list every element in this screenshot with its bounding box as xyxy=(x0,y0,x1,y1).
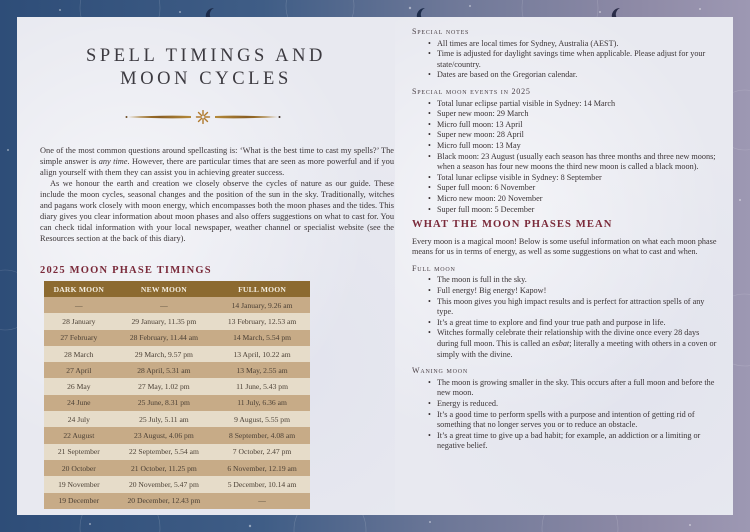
table-row xyxy=(44,395,310,411)
cell-dark-moon: 28 January xyxy=(44,313,114,329)
table-row xyxy=(44,444,310,460)
cell-new-moon: 21 October, 11.25 pm xyxy=(114,460,214,476)
list-item: • It’s a good time to perform spells with a purpose and intention of getting rid of something that no longer serves you or to reduce an obstacle. xyxy=(428,410,722,431)
cell-dark-moon: 24 July xyxy=(44,411,114,427)
cell-dark-moon: 27 February xyxy=(44,330,114,346)
list-item: • The moon is full in the sky. xyxy=(428,275,722,286)
table-row xyxy=(44,476,310,492)
cell-full-moon: 5 December, 10.14 am xyxy=(214,476,310,492)
cell-dark-moon: 24 June xyxy=(44,395,114,411)
table-row xyxy=(44,411,310,427)
list-item: • Micro full moon: 13 April xyxy=(428,120,722,131)
intro-p1-text-after: . However, there are particular times that are seen as more powerful and if you align yourself with them they can assist you in achieving greater success. xyxy=(40,157,395,178)
table-row xyxy=(44,460,310,476)
list-item xyxy=(428,328,722,360)
esbat-text-before: Witches formally celebrate their relationship with the divine once every 28 days during full moon. This is called an xyxy=(437,328,700,349)
list-item: • Super full moon: 5 December xyxy=(428,205,722,216)
table-row xyxy=(44,362,310,378)
cell-new-moon: 20 December, 12.43 pm xyxy=(114,493,214,509)
cell-full-moon: 13 May, 2.55 am xyxy=(214,362,310,378)
page-title xyxy=(17,45,395,91)
cell-dark-moon: 26 May xyxy=(44,378,114,394)
list-item: • This moon gives you high impact results and is perfect for attraction spells of any type. xyxy=(428,297,722,318)
list-item: • Micro full moon: 13 May xyxy=(428,141,722,152)
table-row xyxy=(44,330,310,346)
cell-full-moon: 11 June, 5.43 pm xyxy=(214,378,310,394)
cell-dark-moon: 19 December xyxy=(44,493,114,509)
cell-full-moon: 6 November, 12.19 am xyxy=(214,460,310,476)
list-item: • Time is adjusted for daylight savings time when applicable. Please adjust for your state/country. xyxy=(428,49,722,70)
special-events-heading: Special moon events in 2025 xyxy=(412,86,531,96)
list-item: • Black moon: 23 August (usually each season has three months and three new moons; when a season has four new moons the third new moon is called a black moon). xyxy=(428,152,722,173)
list-item: • All times are local times for Sydney, Australia (AEST). xyxy=(428,39,722,50)
cell-full-moon: 8 September, 4.08 am xyxy=(214,427,310,443)
cell-new-moon: 29 March, 9.57 pm xyxy=(114,346,214,362)
list-item: • Total lunar eclipse visible in Sydney: 8 September xyxy=(428,173,722,184)
cell-dark-moon: 27 April xyxy=(44,362,114,378)
cell-new-moon: 20 November, 5.47 pm xyxy=(114,476,214,492)
right-page xyxy=(395,17,733,515)
cell-full-moon: 14 March, 5.54 pm xyxy=(214,330,310,346)
table-row xyxy=(44,378,310,394)
table-row xyxy=(44,346,310,362)
special-notes-list xyxy=(412,39,722,81)
intro-text xyxy=(40,145,394,244)
cell-new-moon: 23 August, 4.06 pm xyxy=(114,427,214,443)
list-item: • Energy is reduced. xyxy=(428,399,722,410)
cell-full-moon: 13 April, 10.22 am xyxy=(214,346,310,362)
list-item: • Full energy! Big energy! Kapow! xyxy=(428,286,722,297)
intro-paragraph-1 xyxy=(40,145,394,178)
cell-full-moon: 14 January, 9.26 am xyxy=(214,297,310,313)
full-moon-heading: Full moon xyxy=(412,263,456,273)
moon-phases-heading: WHAT THE MOON PHASES MEAN xyxy=(412,219,613,231)
cell-full-moon: — xyxy=(214,493,310,509)
cell-new-moon: — xyxy=(114,297,214,313)
list-item: • Total lunar eclipse partial visible in Sydney: 14 March xyxy=(428,99,722,110)
list-item: • Super new moon: 28 April xyxy=(428,130,722,141)
cell-new-moon: 25 June, 8.31 pm xyxy=(114,395,214,411)
list-item: • It’s a great time to explore and find your true path and purpose in life. xyxy=(428,318,722,329)
list-item: • Micro new moon: 20 November xyxy=(428,194,722,205)
right-page-content xyxy=(412,27,722,452)
list-item: • It’s a great time to give up a bad habit; for example, an addiction or a limiting or negative belief. xyxy=(428,431,722,452)
cell-new-moon: 25 July, 5.11 am xyxy=(114,411,214,427)
special-events-list xyxy=(412,99,722,216)
cell-dark-moon: 20 October xyxy=(44,460,114,476)
cell-new-moon: 28 February, 11.44 am xyxy=(114,330,214,346)
column-header-dark-moon: DARK MOON xyxy=(44,281,114,297)
waning-moon-list xyxy=(412,378,722,452)
intro-paragraph-2: As we honour the earth and creation we closely observe the cycles of nature as our guide. These include the moon cycles, seasonal changes and the position of the sun in the sky. Traditionally, witches and pagans work closely with moon energy, which encompasses both the moon phases and the tides. This diary gives you clear information about moon phases and also offers suggestions on what to cast for. You can check tidal information with your local newspaper, weather channel or specialist website (see the Resources section at the back of this diary). xyxy=(40,179,394,244)
title-line-1: SPELL TIMINGS AND xyxy=(85,46,327,66)
cell-new-moon: 28 April, 5.31 am xyxy=(114,362,214,378)
moon-phases-intro: Every moon is a magical moon! Below is some useful information on what each moon phase means for us in terms of energy, as well as some suggestions on what to cast and when. xyxy=(412,236,717,257)
intro-p1-text: One of the most common questions around spellcasting is: ‘What is the best time to cast my spells?’ The simple answer is xyxy=(40,146,394,167)
table-title: 2025 MOON PHASE TIMINGS xyxy=(40,265,212,276)
cell-new-moon: 22 September, 5.54 am xyxy=(114,444,214,460)
cell-dark-moon: 28 March xyxy=(44,346,114,362)
full-moon-list xyxy=(412,275,722,360)
cell-full-moon: 13 February, 12.53 am xyxy=(214,313,310,329)
special-notes-heading: Special notes xyxy=(412,27,470,36)
cell-full-moon: 9 August, 5.55 pm xyxy=(214,411,310,427)
cell-full-moon: 7 October, 2.47 pm xyxy=(214,444,310,460)
table-row xyxy=(44,297,310,313)
column-header-new-moon: NEW MOON xyxy=(114,281,214,297)
list-item: • The moon is growing smaller in the sky. This occurs after a full moon and before the new moon. xyxy=(428,378,722,399)
cell-new-moon: 27 May, 1.02 pm xyxy=(114,378,214,394)
moon-phase-table xyxy=(44,281,310,509)
left-page xyxy=(17,17,395,515)
list-item: • Dates are based on the Gregorian calendar. xyxy=(428,70,722,81)
title-line-2: MOON CYCLES xyxy=(120,69,292,89)
table-row xyxy=(44,313,310,329)
cell-dark-moon: 21 September xyxy=(44,444,114,460)
table-row xyxy=(44,493,310,509)
intro-p1-emphasis: any time xyxy=(98,157,128,167)
cell-dark-moon: — xyxy=(44,297,114,313)
column-header-full-moon: FULL MOON xyxy=(214,281,310,297)
cell-new-moon: 29 January, 11.35 pm xyxy=(114,313,214,329)
esbat-text-after: ; literally a meeting with others in a coven or simply with the divine. xyxy=(437,339,717,359)
table-row xyxy=(44,427,310,443)
list-item: • Super full moon: 6 November xyxy=(428,183,722,194)
cell-dark-moon: 22 August xyxy=(44,427,114,443)
esbat-term: esbat xyxy=(551,339,570,349)
list-item: • Super new moon: 29 March xyxy=(428,109,722,120)
table-header-row xyxy=(44,281,310,297)
cell-full-moon: 11 July, 6.36 am xyxy=(214,395,310,411)
gold-flourish-ornament-icon xyxy=(125,110,281,124)
cell-dark-moon: 19 November xyxy=(44,476,114,492)
waning-moon-heading: Waning moon xyxy=(412,366,469,376)
